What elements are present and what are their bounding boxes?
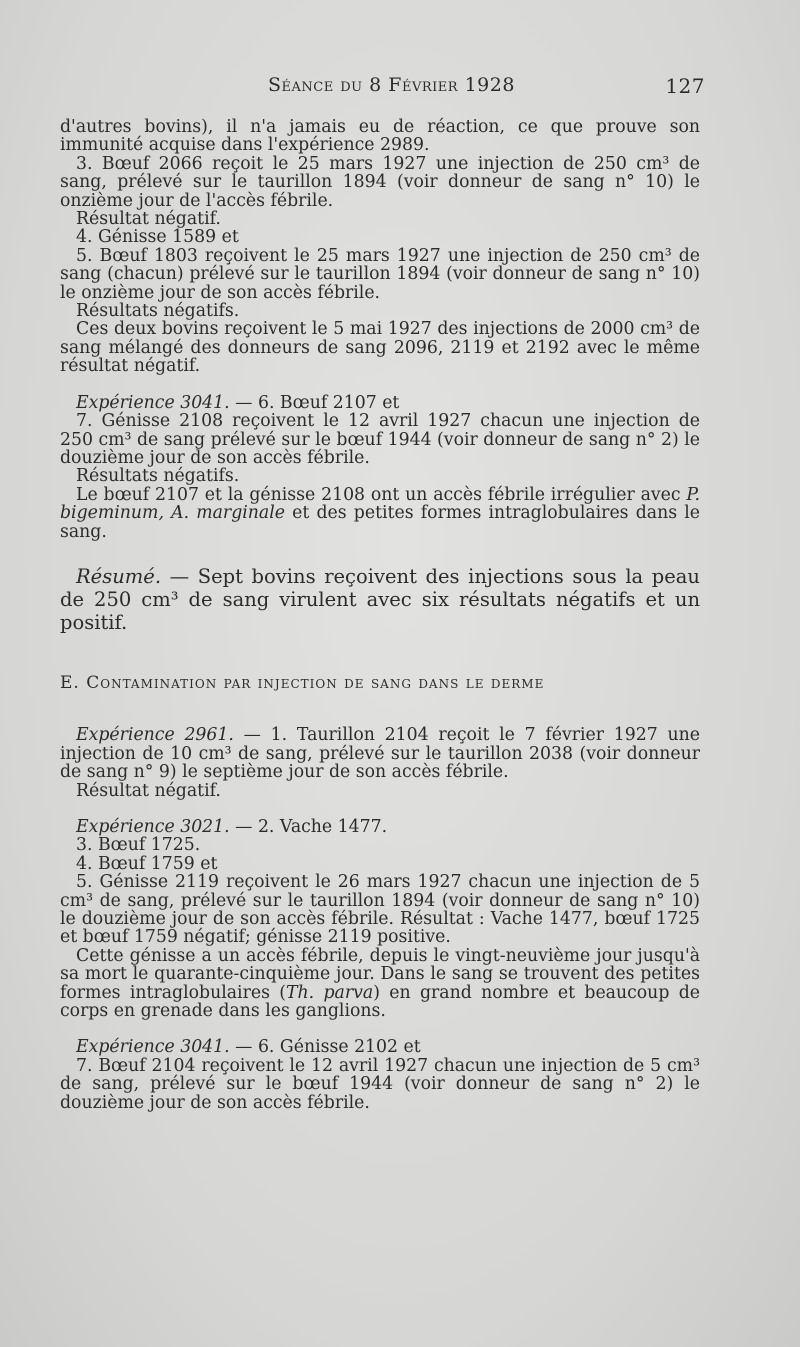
paragraph: Résultats négatifs. — [76, 301, 240, 322]
header-title: Séance du 8 Février 1928 — [268, 74, 515, 96]
species-name: P. bigeminum, A. marginale — [60, 484, 700, 524]
species-name: Th. parva — [286, 982, 374, 1003]
running-header — [268, 74, 705, 96]
experiment-heading: Expérience 3041. — [76, 1037, 230, 1058]
paragraph: 4. Génisse 1589 et — [76, 227, 239, 248]
experiment-paragraph: Expérience 3041. — 6. Bœuf 2107 et — [76, 392, 400, 413]
page-number: 127 — [665, 74, 705, 98]
paragraph: 3. Bœuf 2066 reçoit le 25 mars 1927 une injection de 250 cm³ de sang, prélevé sur le taurillon 1894 (voir donneur de sang n° 10) le onzième jour de l'accès fébrile. — [60, 153, 700, 211]
paragraph: 7. Génisse 2108 reçoivent le 12 avril 1927 chacun une injection de 250 cm³ de sang prélevé sur le bœuf 1944 (voir donneur de sang n° 2) le douzième jour de son accès fébrile. — [60, 411, 700, 468]
page-body — [60, 118, 700, 1112]
paragraph: 5. Génisse 2119 reçoivent le 26 mars 1927 chacun une injection de 5 cm³ de sang, prélevé sur le taurillon 1894 (voir donneur de sang n° 10) le douzième jour de son accès fébrile. Résultat : Vache 1477, bœuf 1725 et bœuf 1759 négatif; génisse 2119 positive. — [60, 872, 700, 948]
paragraph: Résultats négatifs. — [76, 466, 240, 487]
experiment-heading: Expérience 2961. — [76, 725, 234, 746]
experiment-paragraph: Expérience 2961. — 1. Taurillon 2104 reçoit le 7 février 1927 une injection de 10 cm³ de sang, prélevé sur le taurillon 2038 (voir donneur de sang n° 9) le septième jour de son accès fébrile. — [60, 725, 701, 783]
summary-heading: Résumé. — [76, 564, 162, 588]
paragraph: 7. Bœuf 2104 reçoivent le 12 avril 1927 chacun une injection de 5 cm³ de sang, prélevé sur le bœuf 1944 (voir donneur de sang n° 2) le douzième jour de son accès fébrile. — [60, 1055, 700, 1113]
paragraph: d'autres bovins), il n'a jamais eu de réaction, ce que prouve son immunité acquise dans l'expérience 2989. — [60, 117, 700, 156]
paragraph: 4. Bœuf 1759 et — [76, 853, 218, 874]
experiment-heading: Expérience 3041. — [76, 392, 230, 413]
experiment-heading: Expérience 3021. — [76, 816, 230, 837]
paragraph: Le bœuf 2107 et la génisse 2108 ont un accès fébrile irrégulier avec P. bigeminum, A. marginale et des petites formes intraglobulaires dans le sang. — [60, 484, 700, 542]
paragraph: 5. Bœuf 1803 reçoivent le 25 mars 1927 une injection de 250 cm³ de sang (chacun) prélevé sur le taurillon 1894 (voir donneur de sang n° 10) le onzième jour de son accès fébrile. — [60, 245, 700, 303]
summary-paragraph: Résumé. — Sept bovins reçoivent des injections sous la peau de 250 cm³ de sang virulent avec six résultats négatifs et un positif. — [60, 564, 700, 634]
section-heading: E. Contamination par injection de sang dans le derme — [60, 672, 545, 693]
paragraph: Ces deux bovins reçoivent le 5 mai 1927 des injections de 2000 cm³ de sang mélangé des donneurs de sang 2096, 2119 et 2192 avec le même résultat négatif. — [60, 319, 700, 377]
paragraph: Résultat négatif. — [76, 209, 221, 230]
paragraph: 3. Bœuf 1725. — [76, 835, 201, 856]
experiment-paragraph: Expérience 3021. — 2. Vache 1477. — [76, 816, 388, 837]
paragraph: Cette génisse a un accès fébrile, depuis le vingt-neuvième jour jusqu'à sa mort le quarante-cinquième jour. Dans le sang se trouvent des petites formes intraglobulaires (Th. parva) en grand nombre et beaucoup de corps en grenade dans les ganglions. — [60, 945, 700, 1022]
paragraph: Résultat négatif. — [76, 780, 221, 801]
experiment-paragraph: Expérience 3041. — 6. Génisse 2102 et — [76, 1037, 421, 1058]
